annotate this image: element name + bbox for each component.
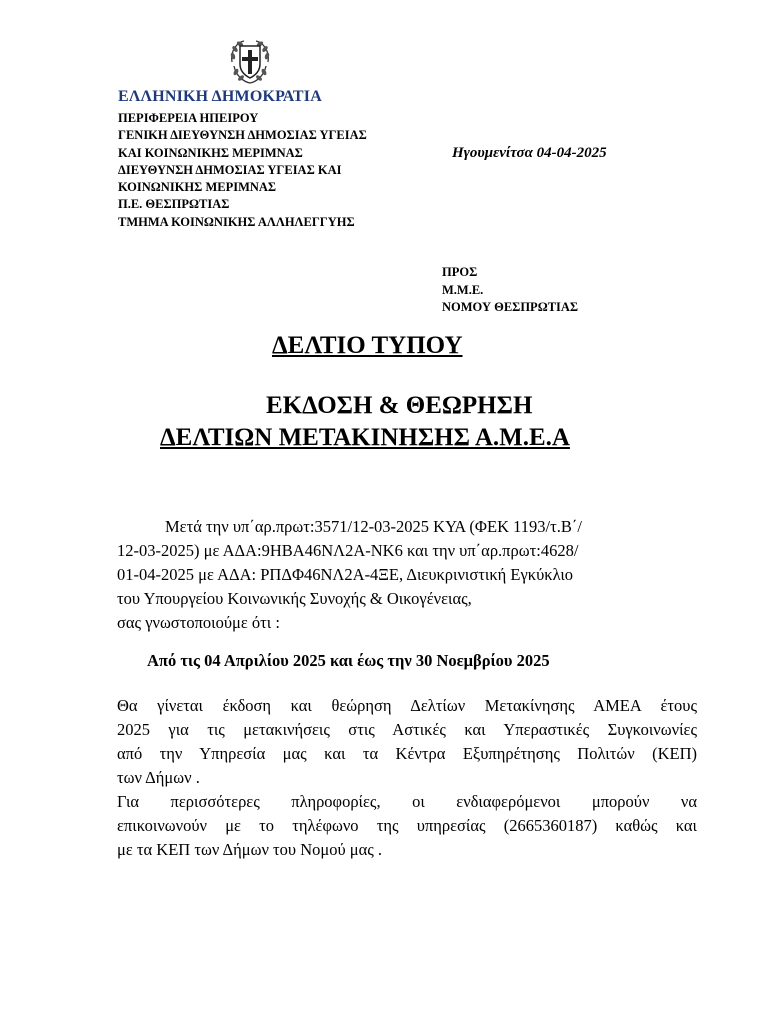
recipient-org: Μ.Μ.Ε.	[442, 282, 484, 297]
header-line: ΚΟΙΝΩΝΙΚΗΣ ΜΕΡΙΜΝΑΣ	[118, 180, 277, 195]
body-paragraph-2	[117, 694, 697, 862]
recipient-block	[442, 264, 578, 317]
body-line: 2025 για τις μετακινήσεις στις Αστικές και Υπεραστικές Συγκοινωνίες	[117, 720, 697, 739]
recipient-region: ΝΟΜΟΥ ΘΕΣΠΡΩΤΙΑΣ	[442, 300, 579, 314]
body-line: από την Υπηρεσία μας και τα Κέντρα Εξυπηρέτησης Πολιτών (ΚΕΠ)	[117, 744, 697, 763]
validity-period: Από τις 04 Απριλίου 2025 και έως την 30 Νοεμβρίου 2025	[147, 651, 550, 670]
document-date: Ηγουμενίτσα 04-04-2025	[452, 145, 607, 161]
document-title: ΔΕΛΤΙΟ ΤΥΠΟΥ	[272, 332, 463, 359]
body-line: των Δήμων .	[117, 768, 200, 787]
header-line: ΓΕΝΙΚΗ ΔΙΕΥΘΥΝΣΗ ΔΗΜΟΣΙΑΣ ΥΓΕΙΑΣ	[118, 128, 367, 143]
header-line: Π.Ε. ΘΕΣΠΡΩΤΙΑΣ	[118, 197, 230, 212]
body-line: σας γνωστοποιούμε ότι :	[117, 613, 280, 632]
body-line: 01-04-2025 με ΑΔΑ: ΡΠΔΦ46ΝΛ2Α-4ΞΕ, Διευκρινιστική Εγκύκλιο	[117, 565, 574, 584]
body-paragraph-1	[117, 515, 697, 635]
body-line: με τα ΚΕΠ των Δήμων του Νομού μας .	[117, 840, 383, 859]
header-line: ΚΑΙ ΚΟΙΝΩΝΙΚΗΣ ΜΕΡΙΜΝΑΣ	[118, 145, 303, 160]
body-line: του Υπουργείου Κοινωνικής Συνοχής & Οικογένειας,	[117, 589, 472, 608]
authority-header	[118, 110, 367, 231]
subject-line-2: ΔΕΛΤΙΩΝ ΜΕΤΑΚΙΝΗΣΗΣ Α.Μ.Ε.Α	[160, 424, 570, 451]
header-line: ΠΕΡΙΦΕΡΕΙΑ ΗΠΕΙΡΟΥ	[118, 111, 259, 125]
greek-emblem-icon	[226, 36, 274, 86]
subject-line-1: ΕΚΔΟΣΗ & ΘΕΩΡΗΣΗ	[266, 392, 533, 419]
body-line: Θα γίνεται έκδοση και θεώρηση Δελτίων Μετακίνησης ΑΜΕΑ έτους	[117, 696, 697, 715]
header-line: ΤΜΗΜΑ ΚΟΙΝΩΝΙΚΗΣ ΑΛΛΗΛΕΓΓΥΗΣ	[118, 214, 355, 229]
body-line: 12-03-2025) με ΑΔΑ:9ΗΒΑ46ΝΛ2Α-ΝΚ6 και την υπ΄αρ.πρωτ:4628/	[117, 541, 579, 560]
republic-heading: ΕΛΛΗΝΙΚΗ ΔΗΜΟΚΡΑΤΙΑ	[118, 88, 322, 105]
body-line: επικοινωνούν με το τηλέφωνο της υπηρεσίας (2665360187) καθώς και	[117, 816, 697, 835]
header-line: ΔΙΕΥΘΥΝΣΗ ΔΗΜΟΣΙΑΣ ΥΓΕΙΑΣ ΚΑΙ	[118, 162, 342, 177]
body-line: Μετά την υπ΄αρ.πρωτ:3571/12-03-2025 ΚΥΑ (ΦΕΚ 1193/τ.Β΄/	[165, 517, 582, 536]
body-line: Για περισσότερες πληροφορίες, οι ενδιαφερόμενοι μπορούν να	[117, 792, 697, 811]
recipient-to: ΠΡΟΣ	[442, 265, 478, 279]
